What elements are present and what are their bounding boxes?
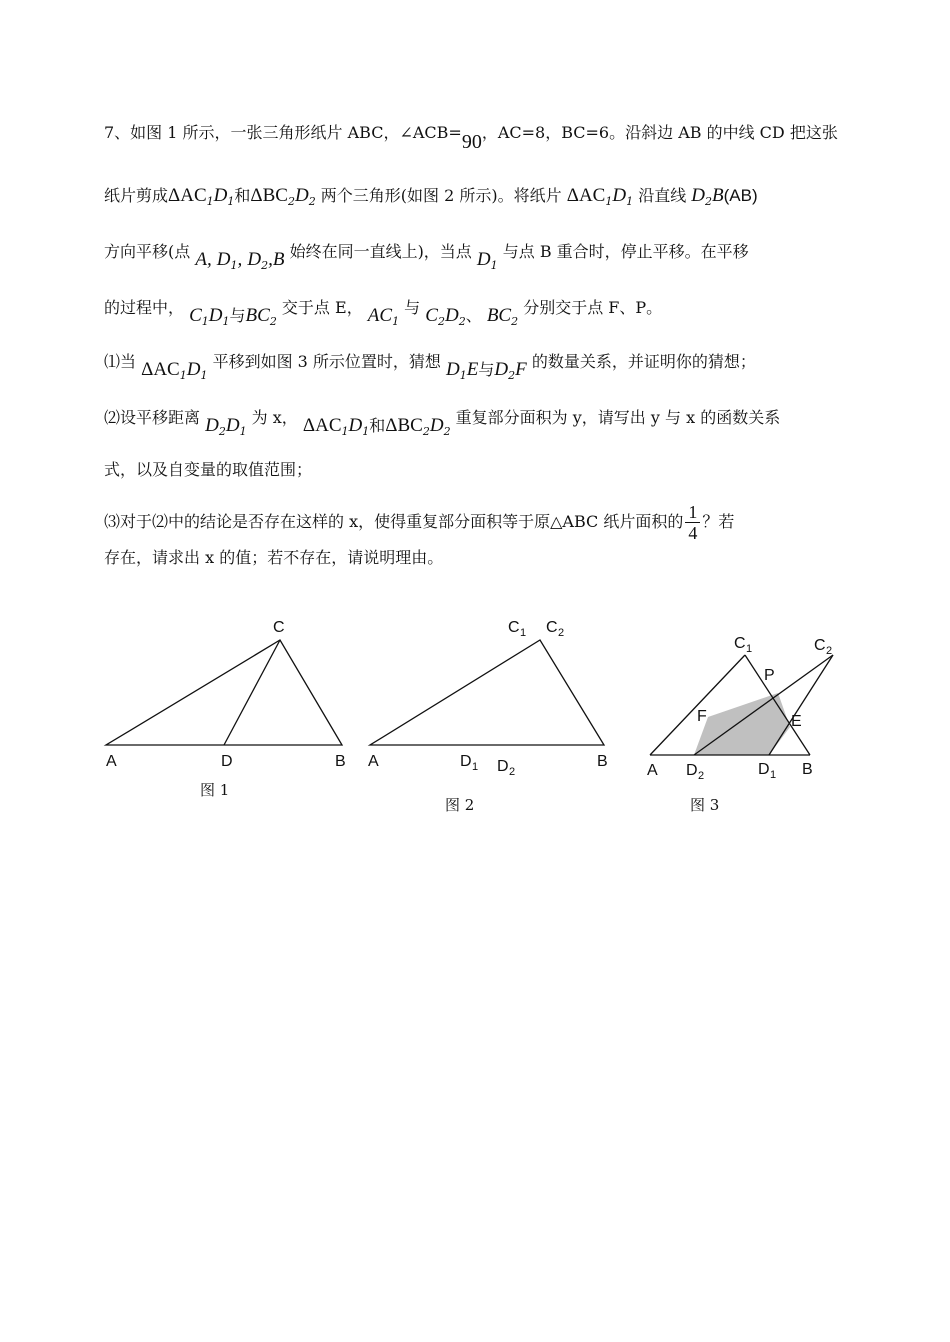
label-c2: C [814, 637, 826, 654]
math-sub: 1 [222, 315, 230, 328]
math-sub: 1 [200, 369, 208, 382]
math: ΔAC [302, 415, 342, 436]
math-sub: 1 [206, 195, 214, 208]
math: D [294, 185, 309, 206]
figure-1 [106, 640, 342, 745]
text: 纸片剪成 [104, 186, 169, 205]
caption-fig2: 图 2 [445, 796, 475, 814]
text: 与点 B 重合时，停止平移。在平移 [502, 242, 749, 261]
text: ？若 [702, 512, 735, 531]
label-c2-sub: 2 [558, 627, 565, 639]
math-sub: 1 [341, 425, 349, 438]
label-b: B [802, 761, 813, 778]
denominator: 4 [688, 523, 698, 543]
math: D [247, 249, 262, 270]
label-d2-sub: 2 [509, 766, 516, 778]
math: D [494, 359, 509, 380]
math-sub: 2 [422, 425, 430, 438]
math-sub: 2 [308, 195, 316, 208]
label-d: D [221, 753, 233, 770]
math: D [691, 185, 706, 206]
text: ⑴当 [104, 352, 137, 371]
math: D [205, 415, 219, 436]
math: ΔBC [385, 415, 423, 436]
label-d2: D [497, 758, 509, 775]
text: 7、如图 1 所示，一张三角形纸片 ABC，∠ACB= [104, 123, 462, 142]
math-sub: 1 [392, 315, 400, 328]
label-d1: D [460, 753, 472, 770]
label-d2-sub: 2 [698, 770, 705, 782]
math: AC [367, 305, 393, 326]
math: C [189, 305, 202, 326]
problem-line-2 [104, 184, 758, 214]
text: 和 [369, 416, 386, 435]
math: F [515, 359, 527, 380]
math: B [272, 249, 285, 270]
math-sub: 1 [201, 315, 209, 328]
label-d2: D [686, 762, 698, 779]
math: D [348, 415, 363, 436]
figures [0, 600, 950, 860]
label-d1-sub: 1 [472, 761, 479, 773]
problem-line-1 [104, 120, 838, 153]
label-c1: C [734, 635, 746, 652]
text: 始终在同一直线上)，当点 [289, 242, 472, 261]
math-sub: 1 [490, 259, 498, 272]
text: (AB) [723, 186, 758, 205]
text: 存在，请求出 x 的值；若不存在，请说明理由。 [104, 548, 444, 567]
math: D [208, 305, 223, 326]
label-c1-sub: 1 [520, 627, 527, 639]
label-d1: D [758, 761, 770, 778]
label-c: C [273, 619, 285, 636]
text: 沿直线 [638, 186, 687, 205]
math: ΔAC [566, 185, 606, 206]
text: ⑶对于⑵中的结论是否存在这样的 x，使得重复部分面积等于原△ABC 纸片面积的 [104, 512, 684, 531]
math-sub: 1 [230, 259, 238, 272]
math: D [213, 185, 228, 206]
math: ΔAC [141, 359, 180, 380]
text: 式，以及自变量的取值范围； [104, 460, 313, 479]
label-b: B [597, 753, 608, 770]
triangle-outline [370, 640, 604, 745]
caption-fig1: 图 1 [200, 781, 230, 799]
math-sub: 2 [508, 369, 516, 382]
math-sub: 1 [227, 195, 235, 208]
math-sub: 1 [179, 369, 187, 382]
math: BC [245, 305, 270, 326]
math-sub: 2 [437, 315, 445, 328]
math-sub: 2 [269, 315, 277, 328]
numerator: 1 [685, 502, 700, 523]
math: BC [486, 305, 512, 326]
label-c2-sub: 2 [826, 645, 833, 657]
math-sub: 2 [261, 259, 269, 272]
fraction-one-quarter [685, 502, 700, 543]
text: 分别交于点 F、P。 [523, 298, 663, 317]
question-3 [104, 502, 734, 543]
math: B [712, 185, 724, 206]
text: 和 [234, 186, 251, 205]
math-sub: 1 [605, 195, 613, 208]
text: ，AC=8，BC=6。沿斜边 AB 的中线 CD 把这张 [481, 123, 838, 142]
math: D [216, 249, 231, 270]
math: C [425, 305, 438, 326]
caption-fig3: 图 3 [690, 796, 720, 814]
triangle-abc [106, 640, 342, 745]
math: D [225, 415, 240, 436]
math-sub: 2 [511, 315, 519, 328]
text: 方向平移(点 [104, 242, 191, 261]
math: D [476, 249, 491, 270]
math-sub: 2 [705, 195, 713, 208]
math-sub: 2 [458, 315, 466, 328]
label-d1-sub: 1 [770, 769, 777, 781]
math-sub: 1 [362, 425, 370, 438]
text: 与 [404, 298, 421, 317]
math: D [429, 415, 444, 436]
text: 的过程中， [104, 298, 185, 317]
math: D [612, 185, 627, 206]
figure-2 [370, 640, 604, 745]
text: 与 [229, 306, 246, 325]
math-sub: 1 [459, 369, 467, 382]
math: , [237, 249, 243, 270]
math-sub: 2 [287, 195, 295, 208]
label-c2: C [546, 619, 558, 636]
problem-line-3 [104, 240, 749, 270]
text: 两个三角形(如图 2 所示)。将纸片 [320, 186, 562, 205]
label-b: B [335, 753, 346, 770]
text: 、 [465, 306, 482, 325]
math-sub: 1 [626, 195, 634, 208]
label-a: A [368, 753, 379, 770]
label-f: F [697, 708, 707, 725]
text: 的数量关系，并证明你的猜想； [531, 352, 756, 371]
text: 与 [478, 360, 495, 379]
math-sub: 2 [218, 425, 226, 438]
label-c1: C [508, 619, 520, 636]
math: A [195, 249, 207, 270]
label-a: A [647, 762, 658, 779]
math: , [268, 249, 273, 270]
text: 交于点 E， [281, 298, 363, 317]
math-sub: 1 [239, 425, 247, 438]
text: ⑵设平移距离 [104, 408, 201, 427]
question-1 [104, 350, 756, 380]
label-e: E [791, 713, 802, 730]
math: D [186, 359, 201, 380]
question-3-cont [104, 546, 443, 570]
math: ΔAC [168, 185, 207, 206]
math: D [444, 305, 459, 326]
math: E [466, 359, 479, 380]
math: , [206, 249, 212, 270]
question-2 [104, 406, 780, 436]
label-p: P [764, 667, 775, 684]
text: 平移到如图 3 所示位置时，猜想 [212, 352, 441, 371]
problem-line-4 [104, 296, 662, 326]
math-sub: 2 [443, 425, 451, 438]
text: 重复部分面积为 y，请写出 y 与 x 的函数关系 [455, 408, 781, 427]
label-a: A [106, 753, 117, 770]
question-2-cont [104, 458, 312, 482]
text: 为 x， [251, 408, 298, 427]
math: ΔBC [250, 185, 288, 206]
label-c1-sub: 1 [746, 643, 753, 655]
math: D [446, 359, 460, 380]
angle-90: 90 [461, 131, 482, 153]
median-cd [224, 640, 280, 745]
